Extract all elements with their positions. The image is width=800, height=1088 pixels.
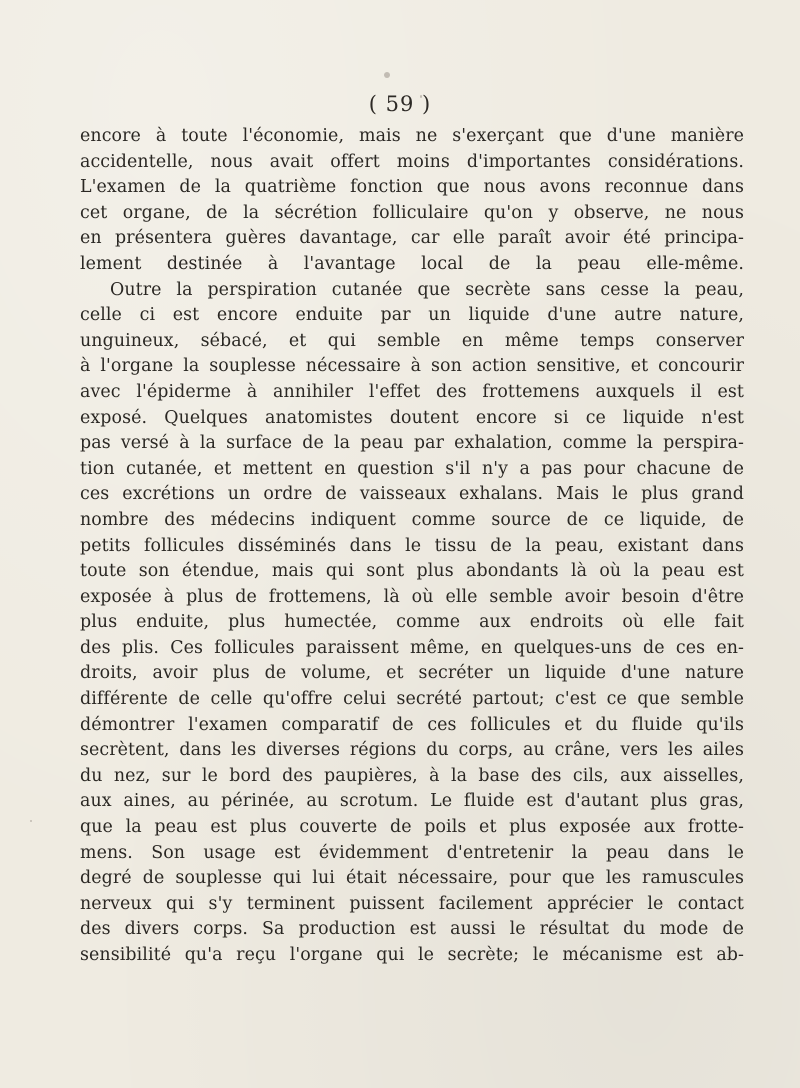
text-line: L'examen de la quatrième fonction que nous avons reconnue dans (80, 177, 744, 198)
text-line: nerveux qui s'y terminent puissent facilement apprécier le contact (80, 893, 744, 914)
text-line: en présentera guères davantage, car elle paraît avoir été principa- (80, 228, 744, 249)
ink-speck (384, 72, 390, 78)
page-number: ( 59 ) (368, 92, 432, 116)
text-line: des plis. Ces follicules paraissent même, en quelques-uns de ces en- (80, 637, 744, 658)
text-line: toute son étendue, mais qui sont plus abondants là où la peau est (80, 561, 744, 582)
text-line: tion cutanée, et mettent en question s'il n'y a pas pour chacune de (80, 458, 744, 479)
text-line: cet organe, de la sécrétion folliculaire qu'on y observe, ne nous (80, 202, 744, 223)
text-line: que la peau est plus couverte de poils et plus exposée aux frotte- (80, 817, 744, 838)
text-line: du nez, sur le bord des paupières, à la base des cils, aux aisselles, (80, 765, 744, 786)
ink-speck (30, 820, 32, 822)
text-line: degré de souplesse qui lui était nécessaire, pour que les ramuscules (80, 868, 744, 889)
text-line: aux aines, au périnée, au scrotum. Le fluide est d'autant plus gras, (80, 791, 744, 812)
text-line: plus enduite, plus humectée, comme aux endroits où elle fait (80, 612, 744, 633)
text-line: celle ci est encore enduite par un liquide d'une autre nature, (80, 305, 744, 326)
text-line: droits, avoir plus de volume, et secréter un liquide d'une nature (80, 663, 744, 684)
text-line: différente de celle qu'offre celui secrété partout; c'est ce que semble (80, 689, 744, 710)
text-line: à l'organe la souplesse nécessaire à son action sensitive, et concourir (80, 356, 744, 377)
text-line: exposé. Quelques anatomistes doutent encore si ce liquide n'est (80, 407, 744, 428)
text-line: nombre des médecins indiquent comme source de ce liquide, de (80, 509, 744, 530)
text-line: avec l'épiderme à annihiler l'effet des frottemens auxquels il est (80, 381, 744, 402)
text-line: ces excrétions un ordre de vaisseaux exhalans. Mais le plus grand (80, 484, 744, 505)
text-line: unguineux, sébacé, et qui semble en même temps conserver (80, 330, 744, 351)
body-text (80, 124, 744, 969)
text-line: démontrer l'examen comparatif de ces follicules et du fluide qu'ils (80, 714, 744, 735)
text-line: secrètent, dans les diverses régions du corps, au crâne, vers les ailes (80, 740, 744, 761)
text-line: exposée à plus de frottemens, là où elle semble avoir besoin d'être (80, 586, 744, 607)
text-line: encore à toute l'économie, mais ne s'exerçant que d'une manière (80, 126, 744, 146)
text-line: lement destinée à l'avantage local de la peau elle-même. (80, 253, 744, 274)
text-line: mens. Son usage est évidemment d'entretenir la peau dans le (80, 842, 744, 863)
text-line: Outre la perspiration cutanée que secrète sans cesse la peau, (110, 279, 744, 300)
text-line: accidentelle, nous avait offert moins d'importantes considérations. (80, 151, 744, 172)
text-line: pas versé à la surface de la peau par exhalation, comme la perspira- (80, 433, 744, 454)
text-line: petits follicules disséminés dans le tissu de la peau, existant dans (80, 535, 744, 556)
text-line: sensibilité qu'a reçu l'organe qui le secrète; le mécanisme est ab- (80, 945, 744, 965)
text-line: des divers corps. Sa production est aussi le résultat du mode de (80, 919, 744, 940)
